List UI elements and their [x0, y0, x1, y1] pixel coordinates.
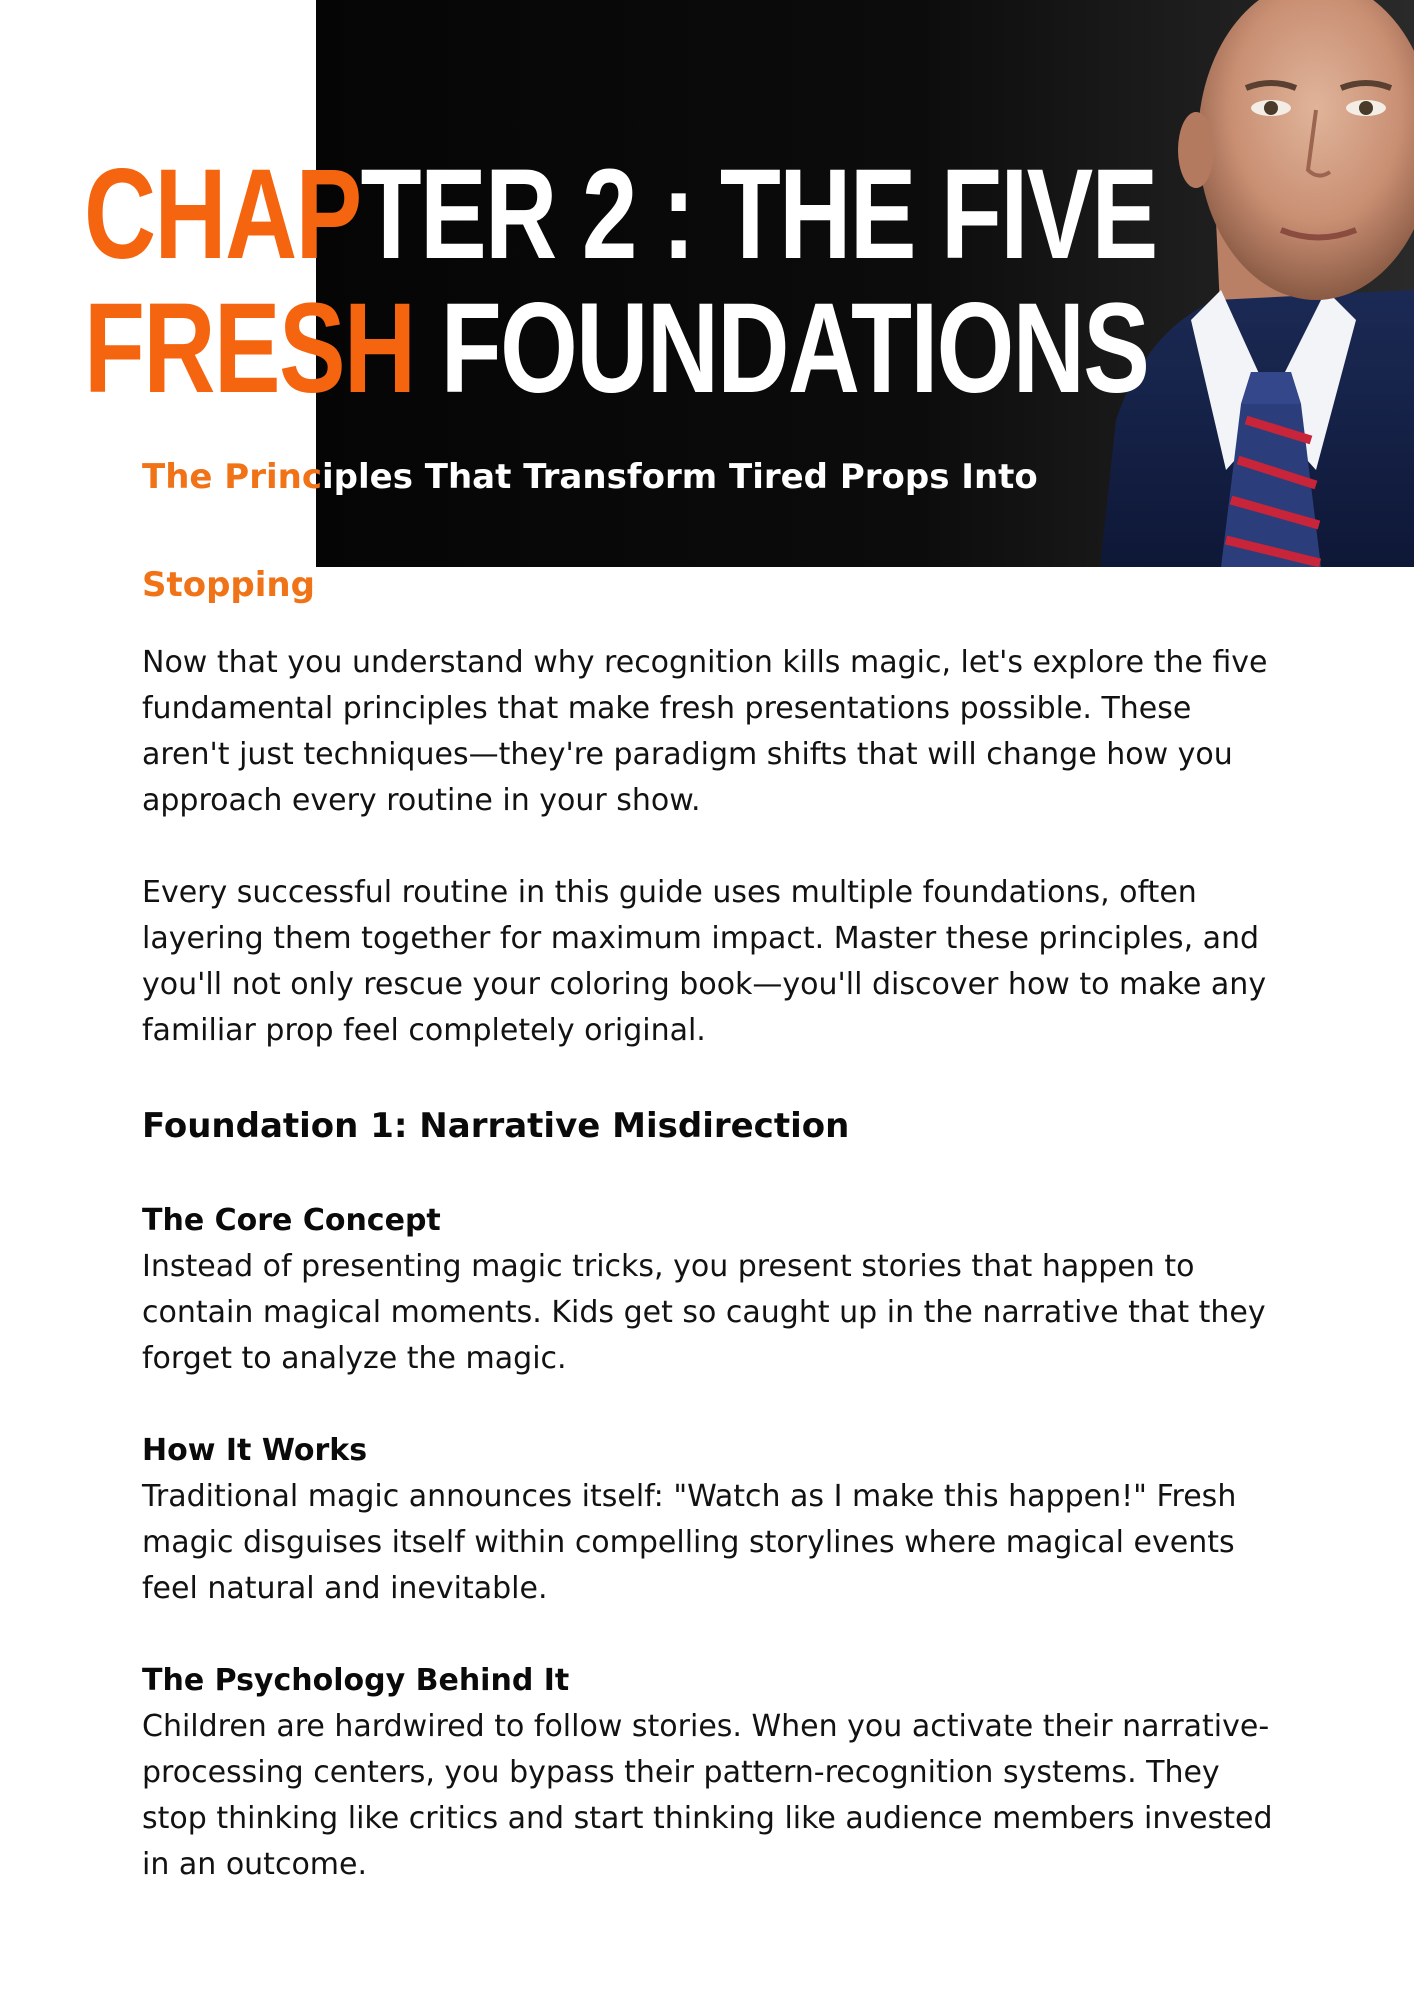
- chapter-title-line-1-orange: CHAP: [84, 143, 361, 286]
- subtitle-line-1-white: iples That Transform Tired Props Into Show-: [142, 457, 1038, 551]
- core-concept-heading: The Core Concept: [142, 1203, 441, 1238]
- how-it-works-text: Traditional magic announces itself: "Watch as I make this happen!" Fresh magic disguises itself within compelling storylines where magical events feel natural and inevitable.: [142, 1479, 1237, 1606]
- chapter-title-line-1: [84, 143, 1157, 286]
- chapter-title-line-2-orange: FRESH: [84, 277, 415, 420]
- subtitle-line-2-white: Moments: [326, 565, 504, 605]
- psychology-text: Children are hardwired to follow stories. When you activate their narrative-processing centers, you bypass their pattern-recognition systems. They stop thinking like critics and start thinking like audience members invested in an outcome.: [142, 1709, 1273, 1882]
- subtitle-line-2-orange: Stopping: [142, 565, 315, 605]
- subtitle-line-1-orange: The Princ: [142, 457, 322, 497]
- chapter-title-line-2: [84, 277, 1149, 420]
- chapter-title-line-2-white: FOUNDATIONS: [440, 277, 1149, 420]
- how-it-works-heading: How It Works: [142, 1433, 368, 1468]
- chapter-title: [84, 143, 1157, 420]
- chapter-title-line-1-white: TER 2 : THE FIVE: [360, 143, 1157, 286]
- psychology-heading: The Psychology Behind It: [142, 1663, 570, 1698]
- intro-paragraph-1: Now that you understand why recognition kills magic, let's explore the five fundamental principles that make fresh presentations possible. These aren't just techniques—they're paradigm shifts that will change how you approach every routine in your show.: [142, 645, 1268, 818]
- how-it-works-section: [142, 1428, 1282, 1612]
- psychology-section: [142, 1658, 1282, 1888]
- intro-paragraph-2: Every successful routine in this guide uses multiple foundations, often layering them together for maximum impact. Master these principles, and you'll not only rescue your coloring book—you'll discover how to make any familiar prop feel completely original.: [142, 875, 1267, 1048]
- core-concept-text: Instead of presenting magic tricks, you present stories that happen to contain magical moments. Kids get so caught up in the narrative that they forget to analyze the magic.: [142, 1249, 1266, 1376]
- chapter-body: [142, 640, 1282, 1888]
- foundation-heading: Foundation 1: Narrative Misdirection: [142, 1106, 850, 1146]
- core-concept-section: [142, 1198, 1282, 1382]
- chapter-subtitle: [142, 450, 1152, 612]
